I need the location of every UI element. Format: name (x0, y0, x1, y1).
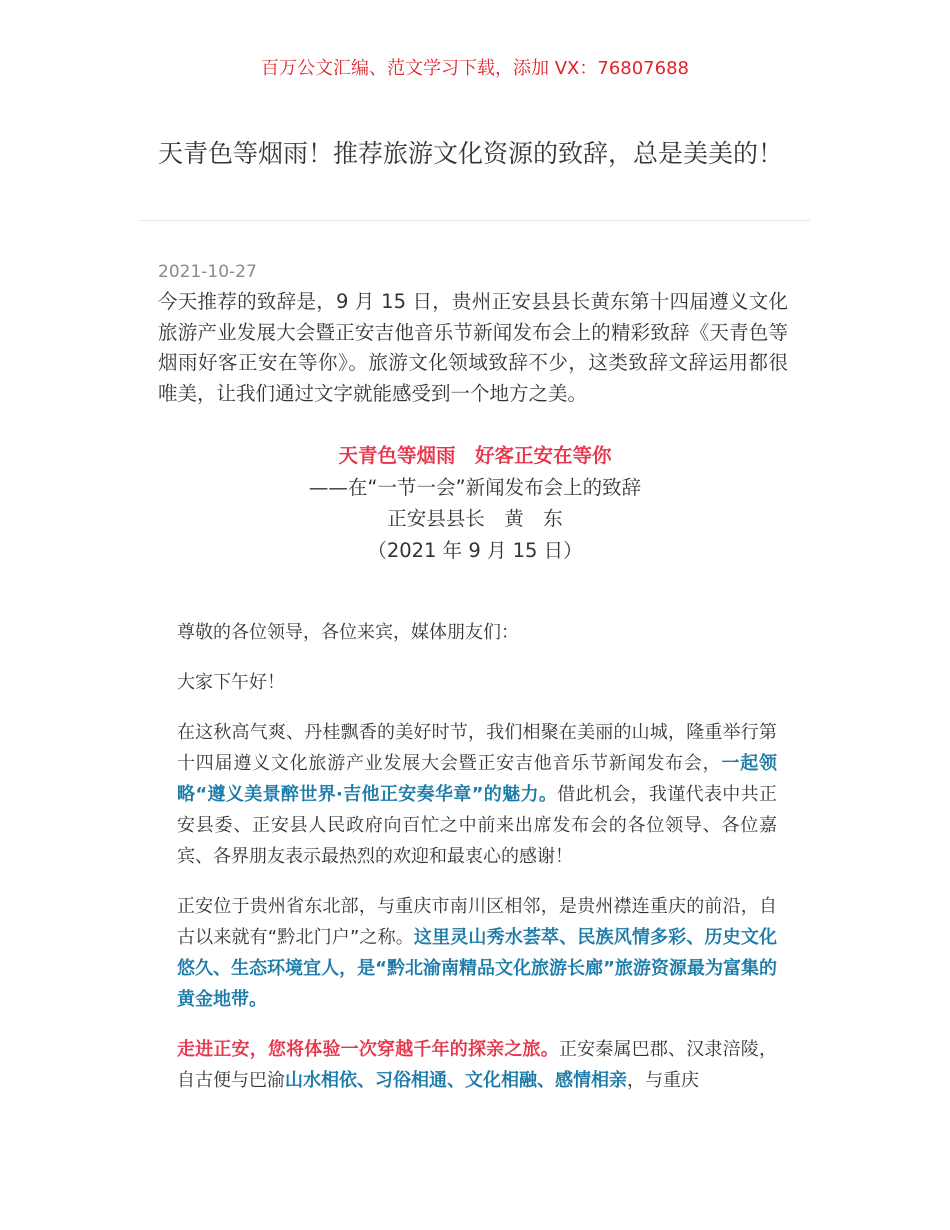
paragraph-text: 正安秦属巴郡、汉隶涪陵，自古便与巴渝 (177, 1039, 777, 1091)
highlight-text: 山水相依、习俗相通、文化相融、感情相亲 (285, 1070, 627, 1091)
speech-header (0, 440, 950, 566)
paragraph-text: 在这秋高气爽、丹桂飘香的美好时节，我们相聚在美丽的山城，隆重举行第十四届遵义文化旅游产业发展大会暨正安吉他音乐节新闻发布会， (177, 722, 777, 774)
article-intro: 今天推荐的致辞是，9 月 15 日，贵州正安县县长黄东第十四届遵义文化旅游产业发展大会暨正安吉他音乐节新闻发布会上的精彩致辞《天青色等烟雨好客正安在等你》。旅游文化领域致辞不少，这类致辞文辞运用都很唯美，让我们通过文字就能感受到一个地方之美。 (158, 290, 788, 405)
speech-greeting: 尊敬的各位领导，各位来宾，媒体朋友们： (177, 622, 519, 643)
highlight-text: 一起领略“遵义美景醉世界·吉他正安奏华章”的魅力。 (177, 753, 778, 805)
speech-paragraph-3 (177, 1034, 777, 1096)
paragraph-text: ，与重庆 (627, 1070, 699, 1091)
speech-body (177, 617, 777, 1115)
title-divider (139, 220, 810, 221)
highlight-text: 这里灵山秀水荟萃、民族风情多彩、历史文化悠久、生态环境宜人，是“黔北渝南精品文化旅游长廊”旅游资源最为富集的黄金地带。 (177, 927, 777, 1010)
paragraph-text: 借此机会，我谨代表中共正安县委、正安县人民政府向百忙之中前来出席发布会的各位领导、各位嘉宾、各界朋友表示最热烈的欢迎和最衷心的感谢！ (177, 784, 778, 867)
speech-date: （2021 年 9 月 15 日） (367, 538, 583, 562)
speech-paragraph-1 (177, 717, 777, 872)
article-title: 天青色等烟雨！推荐旅游文化资源的致辞，总是美美的！ (158, 139, 784, 168)
speech-subtitle: ——在“一节一会”新闻发布会上的致辞 (308, 475, 642, 499)
promo-banner: 百万公文汇编、范文学习下载，添加 VX：76807688 (261, 58, 689, 79)
speech-speaker: 正安县县长 黄 东 (387, 507, 563, 530)
paragraph-text: 正安位于贵州省东北部，与重庆市南川区相邻，是贵州襟连重庆的前沿，自古以来就有“黔北门户”之称。 (177, 896, 777, 948)
speech-title: 天青色等烟雨 好客正安在等你 (338, 444, 612, 467)
highlight-text-red: 走进正安，您将体验一次穿越千年的探亲之旅。 (177, 1039, 559, 1060)
speech-paragraph-2 (177, 891, 777, 1015)
speech-salutation: 大家下午好！ (177, 672, 285, 693)
publish-date: 2021-10-27 (158, 262, 257, 282)
